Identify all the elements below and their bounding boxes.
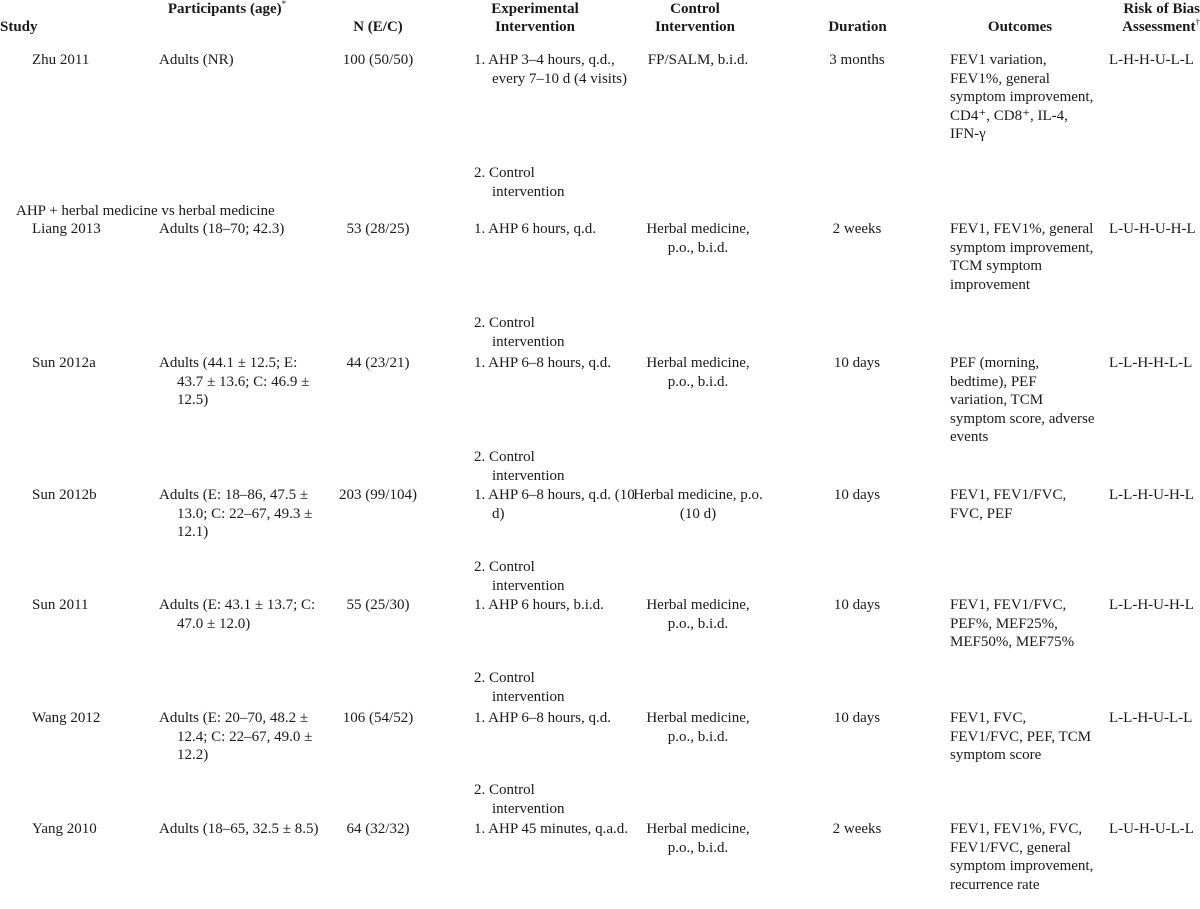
header-n-label: N (E/C) bbox=[353, 19, 403, 35]
cell-outcomes: FEV1, FEV1/FVC, FVC, PEF bbox=[950, 487, 1067, 522]
cell-study: Sun 2012b bbox=[32, 487, 97, 503]
cell-outcomes: PEF (morning, bedtime), PEF variation, TCM symptom score, adverse events bbox=[950, 355, 1095, 445]
cell-duration: 10 days bbox=[833, 355, 881, 371]
cell-outcomes: FEV1 variation, FEV1%, general symptom improvement, CD4⁺, CD8⁺, IL-4, IFN-γ bbox=[950, 52, 1094, 142]
cell-control: FP/SALM, b.i.d. bbox=[647, 52, 749, 68]
header-experimental bbox=[465, 0, 605, 36]
header-participants-footnote-mark: * bbox=[281, 0, 287, 9]
header-duration bbox=[800, 18, 915, 36]
cell-control-line: 2. Control intervention bbox=[474, 559, 565, 594]
cell-outcomes: FEV1, FEV1/FVC, PEF%, MEF25%, MEF50%, MEF75% bbox=[950, 597, 1075, 650]
cell-participants: Adults (E: 18–86, 47.5 ± 13.0; C: 22–67, 49.3 ± 12.1) bbox=[159, 487, 313, 540]
cell-study: Sun 2011 bbox=[32, 597, 89, 613]
header-participants bbox=[162, 0, 292, 18]
cell-participants: Adults (18–65, 32.5 ± 8.5) bbox=[159, 821, 319, 837]
cell-risk: L-L-H-U-L-L bbox=[1109, 710, 1193, 726]
header-outcomes bbox=[960, 18, 1080, 36]
cell-n: 64 (32/32) bbox=[346, 821, 410, 837]
cell-risk: L-U-H-U-L-L bbox=[1109, 821, 1194, 837]
header-study bbox=[0, 18, 40, 36]
cell-control-line: 2. Control intervention bbox=[474, 449, 565, 484]
section-label: AHP + herbal medicine vs herbal medicine bbox=[16, 203, 275, 219]
cell-duration: 3 months bbox=[829, 52, 885, 68]
cell-duration: 10 days bbox=[833, 597, 881, 613]
header-study-label: Study bbox=[0, 19, 38, 35]
cell-participants: Adults (44.1 ± 12.5; E: 43.7 ± 13.6; C: 46.9 ± 12.5) bbox=[159, 355, 310, 408]
header-n bbox=[318, 18, 438, 36]
cell-study: Yang 2010 bbox=[32, 821, 97, 837]
header-control bbox=[630, 0, 760, 36]
cell-risk: L-L-H-U-H-L bbox=[1109, 597, 1194, 613]
cell-control: Herbal medicine, p.o., b.i.d. bbox=[646, 355, 750, 390]
cell-control-line: 2. Control intervention bbox=[474, 315, 565, 350]
cell-experimental: 1. AHP 3–4 hours, q.d., every 7–10 d (4 visits) bbox=[474, 52, 627, 87]
cell-risk: L-U-H-U-H-L bbox=[1109, 221, 1196, 237]
cell-n: 44 (23/21) bbox=[346, 355, 410, 371]
cell-duration: 2 weeks bbox=[832, 221, 882, 237]
cell-control: Herbal medicine, p.o., b.i.d. bbox=[646, 710, 750, 745]
cell-study: Zhu 2011 bbox=[32, 52, 90, 68]
cell-participants: Adults (E: 20–70, 48.2 ± 12.4; C: 22–67, 49.0 ± 12.2) bbox=[159, 710, 313, 763]
cell-participants: Adults (E: 43.1 ± 13.7; C: 47.0 ± 12.0) bbox=[159, 597, 316, 632]
cell-risk: L-L-H-U-H-L bbox=[1109, 487, 1194, 503]
header-risk-footnote-mark: † bbox=[1195, 17, 1200, 27]
cell-control: Herbal medicine, p.o., b.i.d. bbox=[646, 597, 750, 632]
cell-outcomes: FEV1, FVC, FEV1/FVC, PEF, TCM symptom score bbox=[950, 710, 1092, 763]
cell-n: 106 (54/52) bbox=[342, 710, 414, 726]
cell-duration: 10 days bbox=[833, 710, 881, 726]
cell-experimental: 1. AHP 6 hours, q.d. bbox=[474, 221, 596, 237]
cell-control: Herbal medicine, p.o., b.i.d. bbox=[646, 221, 750, 256]
cell-participants: Adults (NR) bbox=[159, 52, 234, 68]
cell-control: Herbal medicine, p.o., b.i.d. bbox=[646, 821, 750, 856]
cell-control-line: 2. Control intervention bbox=[474, 782, 565, 817]
cell-experimental: 1. AHP 45 minutes, q.a.d. bbox=[474, 821, 629, 837]
cell-duration: 2 weeks bbox=[832, 821, 882, 837]
cell-outcomes: FEV1, FEV1%, general symptom improvement, TCM symptom improvement bbox=[950, 221, 1094, 293]
header-risk bbox=[1090, 0, 1200, 36]
cell-n: 53 (28/25) bbox=[346, 221, 410, 237]
cell-experimental: 1. AHP 6–8 hours, q.d. bbox=[474, 710, 611, 726]
header-participants-label: Participants (age) bbox=[167, 1, 282, 17]
cell-control-line: 2. Control intervention bbox=[474, 165, 565, 200]
header-duration-label: Duration bbox=[828, 19, 887, 35]
cell-study: Wang 2012 bbox=[32, 710, 101, 726]
header-experimental-label: Experimental Intervention bbox=[491, 1, 579, 35]
cell-experimental: 1. AHP 6–8 hours, q.d. (10 d) bbox=[474, 487, 635, 522]
cell-participants: Adults (18–70; 42.3) bbox=[159, 221, 285, 237]
header-control-label: Control Intervention bbox=[655, 1, 735, 35]
cell-n: 203 (99/104) bbox=[339, 487, 417, 503]
cell-risk: L-L-H-H-L-L bbox=[1109, 355, 1193, 371]
cell-experimental: 1. AHP 6–8 hours, q.d. bbox=[474, 355, 611, 371]
cell-n: 55 (25/30) bbox=[346, 597, 410, 613]
cell-control: Herbal medicine, p.o. (10 d) bbox=[633, 487, 763, 522]
cell-study: Sun 2012a bbox=[32, 355, 96, 371]
cell-duration: 10 days bbox=[833, 487, 881, 503]
header-risk-label: Risk of Bias Assessment bbox=[1122, 1, 1200, 35]
cell-experimental: 1. AHP 6 hours, b.i.d. bbox=[474, 597, 604, 613]
cell-risk: L-H-H-U-L-L bbox=[1109, 52, 1194, 68]
cell-study: Liang 2013 bbox=[32, 221, 101, 237]
cell-n: 100 (50/50) bbox=[342, 52, 414, 68]
cell-outcomes: FEV1, FEV1%, FVC, FEV1/FVC, general symptom improvement, recurrence rate bbox=[950, 821, 1094, 893]
cell-control-line: 2. Control intervention bbox=[474, 670, 565, 705]
header-outcomes-label: Outcomes bbox=[987, 19, 1053, 35]
